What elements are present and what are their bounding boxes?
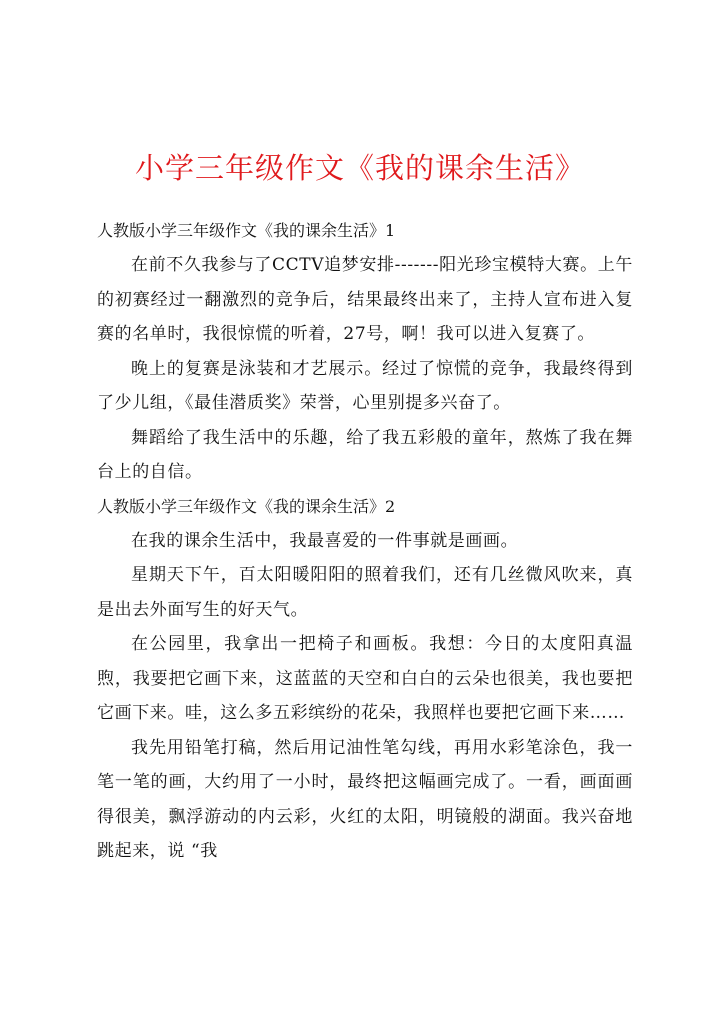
paragraph: 舞蹈给了我生活中的乐趣，给了我五彩般的童年，熬炼了我在舞台上的自信。 <box>97 427 633 482</box>
paragraph: 星期天下午，百太阳暖阳阳的照着我们，还有几丝微风吹来，真是出去外面写生的好天气。 <box>97 565 633 620</box>
document-title: 小学三年级作文《我的课余生活》 <box>134 151 585 185</box>
section-2 <box>97 490 633 869</box>
paragraph: 在前不久我参与了CCTV追梦安排-------阳光珍宝模特大赛。上午的初赛经过一翻激烈的竞争后，结果最终出来了，主持人宣布进入复赛的名单时，我很惊慌的听着，27号，啊！我可以进入复赛了。 <box>97 255 633 344</box>
paragraph: 在公园里，我拿出一把椅子和画板。我想：今日的太度阳真温煦，我要把它画下来，这蓝蓝的天空和白白的云朵也很美，我也要把它画下来。哇，这么多五彩缤纷的花朵，我照样也要把它画下来…… <box>97 634 633 723</box>
paragraph: 在我的课余生活中，我最喜爱的一件事就是画画。 <box>131 530 519 551</box>
section-1-heading: 人教版小学三年级作文《我的课余生活》1 <box>97 221 396 240</box>
section-1 <box>97 214 633 490</box>
paragraph: 我先用铅笔打稿，然后用记油性笔勾线，再用水彩笔涂色，我一笔一笔的画，大约用了一小时，最终把这幅画完成了。一看，画面画得很美，飘浮游动的内云彩，火红的太阳，明镜般的湖面。我兴奋地跳起来，说 “我 <box>97 737 633 861</box>
paragraph: 晚上的复赛是泳装和才艺展示。经过了惊慌的竞争，我最终得到了少儿组，《最佳潜质奖》荣誉，心里别提多兴奋了。 <box>97 358 633 413</box>
document-body <box>97 214 633 869</box>
section-2-heading: 人教版小学三年级作文《我的课余生活》2 <box>97 496 396 516</box>
